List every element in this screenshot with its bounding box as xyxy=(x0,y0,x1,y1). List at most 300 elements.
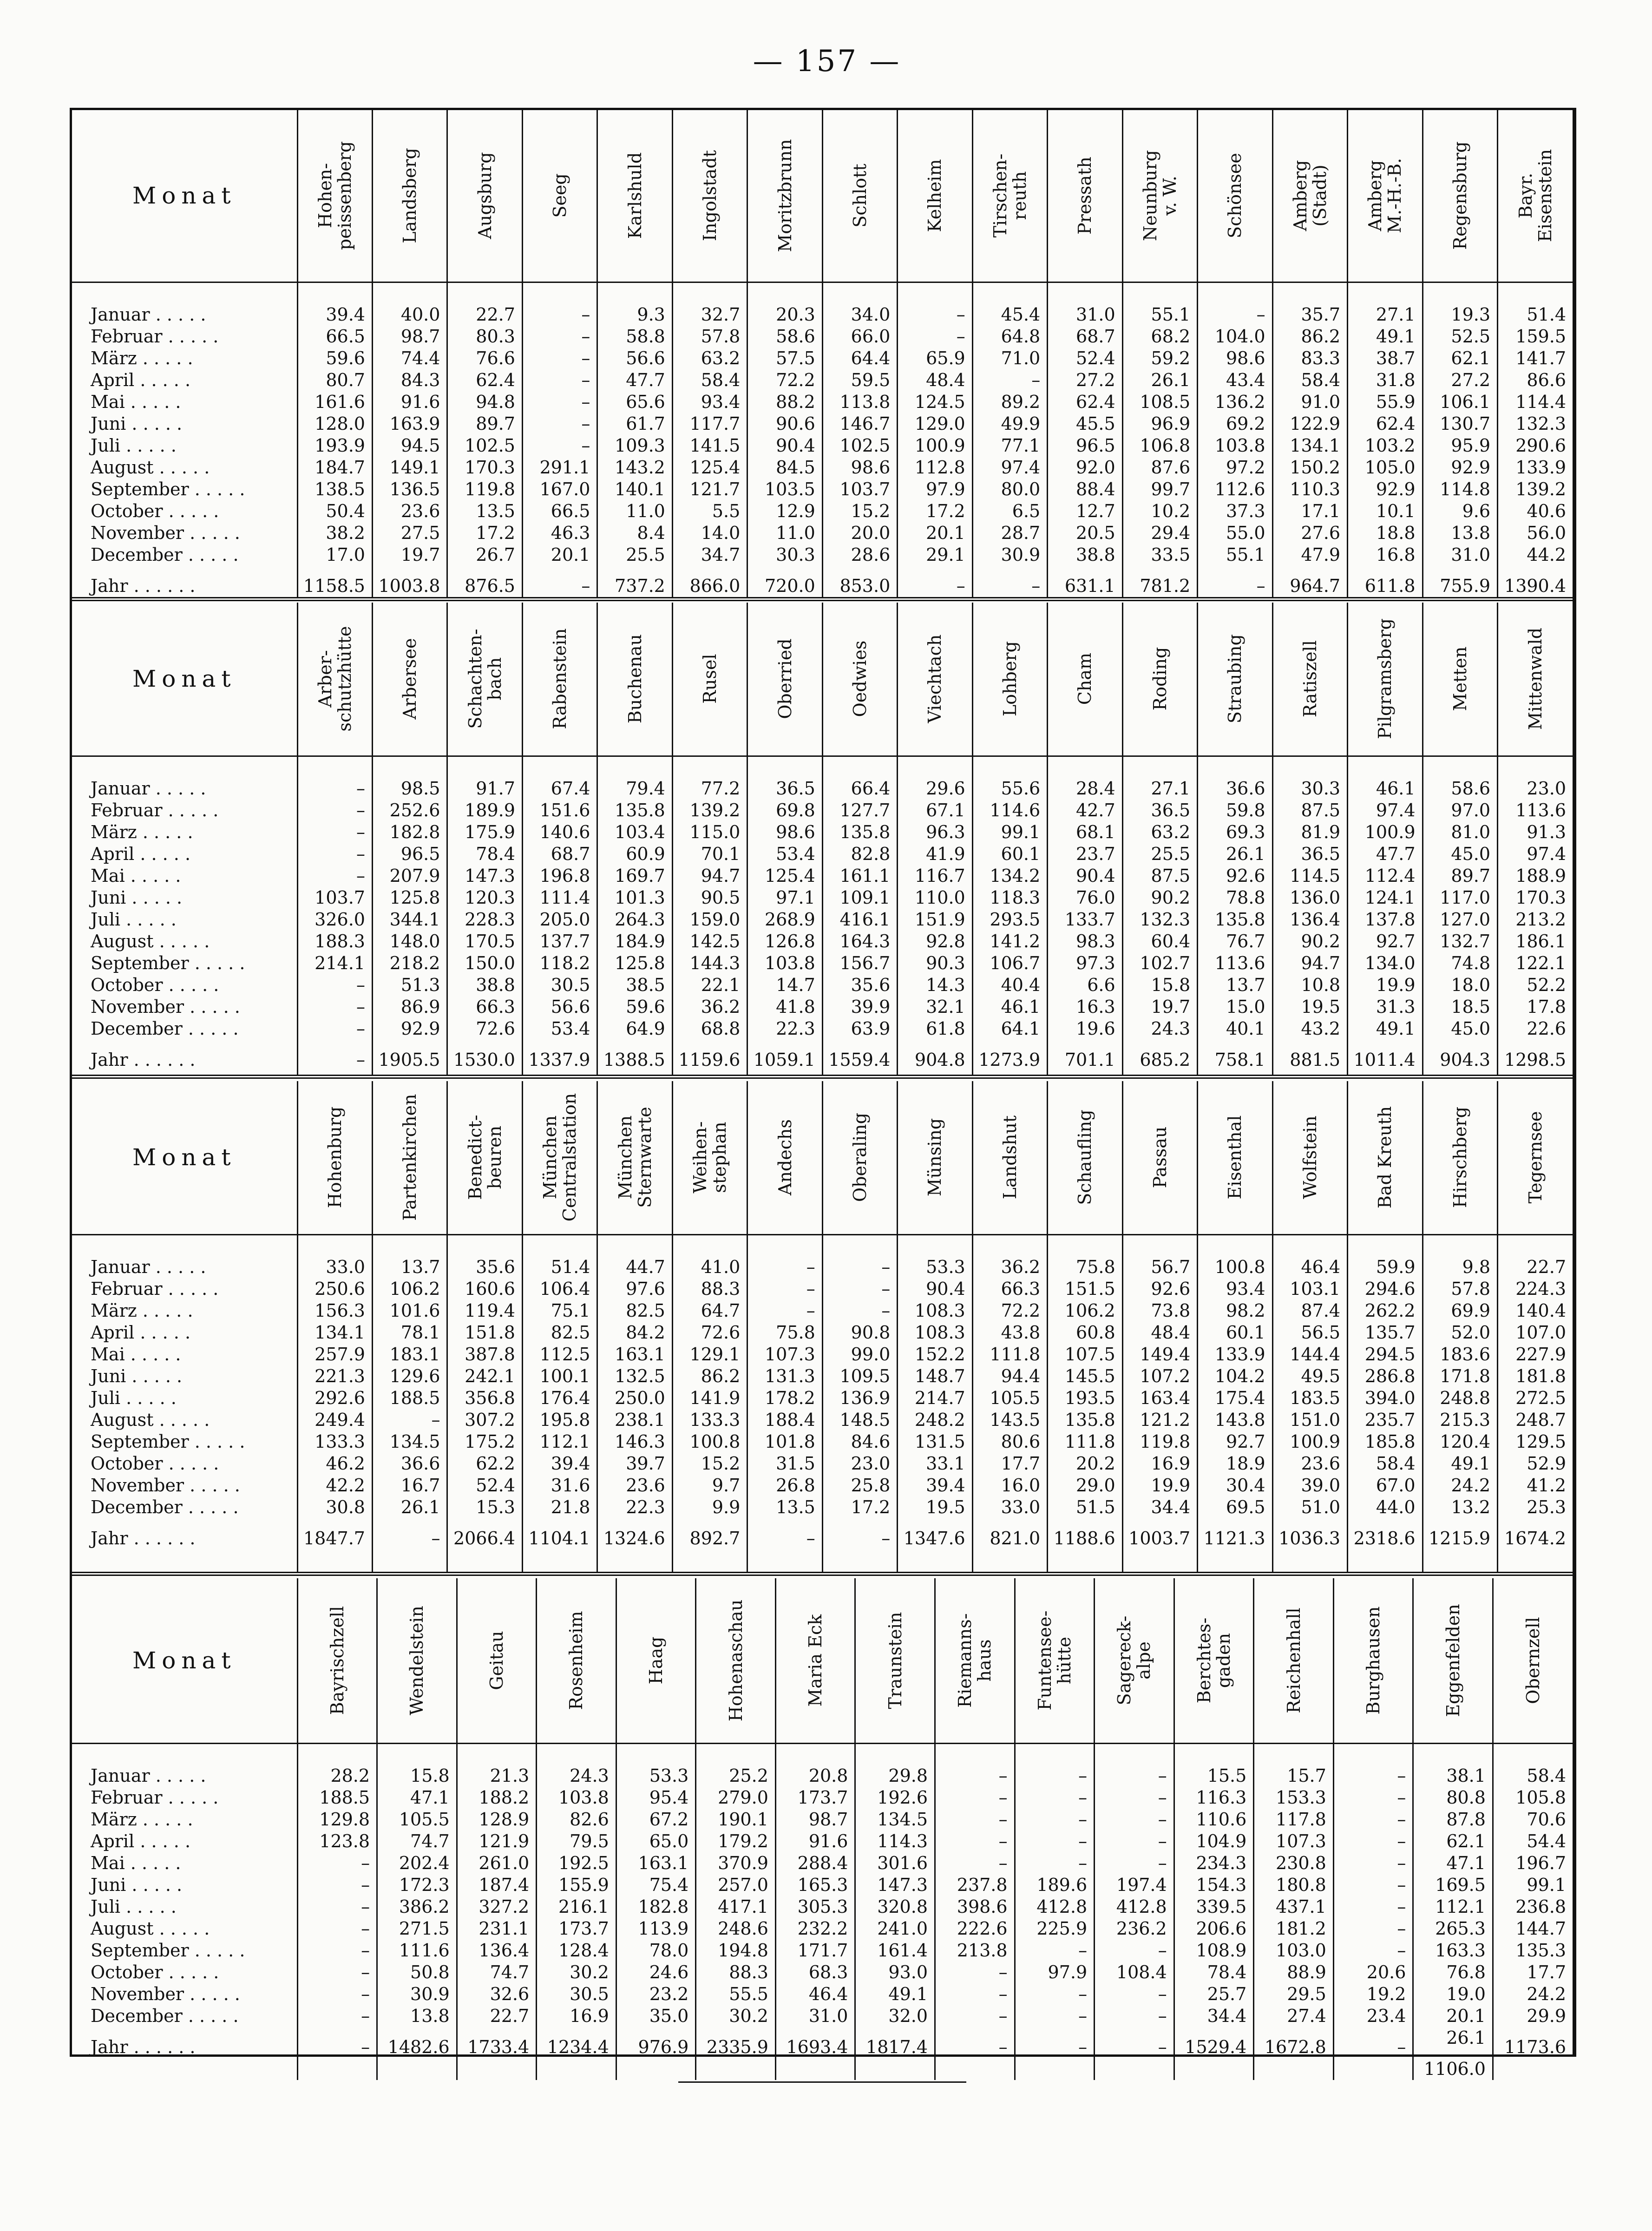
monthly-value: – xyxy=(1031,369,1041,390)
monthly-value: 108.9 xyxy=(1196,1940,1247,1961)
monthly-value: 99.7 xyxy=(1151,479,1191,499)
monthly-value: 184.7 xyxy=(315,457,365,478)
year-total: 2066.4 xyxy=(453,1528,515,1549)
station-name: Neunburg v. W. xyxy=(1140,150,1180,242)
monthly-value: 62.2 xyxy=(476,1453,515,1474)
monthly-value: – xyxy=(1397,1787,1406,1808)
monthly-value: 121.9 xyxy=(479,1831,530,1851)
station-values xyxy=(297,1234,372,1574)
monthly-value: 175.2 xyxy=(465,1431,515,1452)
monthly-value: 132.3 xyxy=(1140,909,1191,930)
monthly-value: – xyxy=(956,304,965,325)
monthly-value: 91.0 xyxy=(1301,391,1341,412)
monthly-value: 22.7 xyxy=(476,304,515,325)
monthly-value: – xyxy=(581,435,590,456)
monthly-value: 83.3 xyxy=(1301,348,1341,368)
monthly-value: 116.7 xyxy=(914,865,965,886)
monthly-value: 76.6 xyxy=(476,348,515,368)
station-name: Karlshuld xyxy=(624,152,645,239)
year-total: 853.0 xyxy=(839,575,891,596)
monthly-value: – xyxy=(1397,1831,1406,1851)
monthly-value: 16.9 xyxy=(1151,1453,1191,1474)
year-label: Jahr . . . . . . xyxy=(91,2036,196,2057)
monthly-value: 20.1 xyxy=(551,544,590,565)
monthly-value: 80.0 xyxy=(1001,479,1041,499)
monthly-value: 97.9 xyxy=(1048,1962,1088,1982)
monthly-value: 38.8 xyxy=(476,974,515,995)
monthly-value: 84.5 xyxy=(776,457,815,478)
station-name: Benedict- beuren xyxy=(465,1115,505,1200)
monthly-value: 103.8 xyxy=(764,952,815,973)
monthly-value: 98.6 xyxy=(1226,348,1265,368)
monthly-value: 129.0 xyxy=(914,413,965,434)
year-total: 904.8 xyxy=(914,1049,965,1070)
monthly-value: 186.1 xyxy=(1515,931,1566,951)
monthly-value: 180.8 xyxy=(1276,1874,1326,1895)
station-header xyxy=(972,1081,1047,1234)
station-values xyxy=(935,1743,1015,2080)
monthly-value: 74.4 xyxy=(400,348,440,368)
station-name: Schlott xyxy=(850,164,871,228)
station-header xyxy=(1493,1578,1573,1743)
monthly-value: 96.5 xyxy=(400,843,440,864)
station-header xyxy=(1272,1081,1347,1234)
monthly-value: 62.4 xyxy=(1076,391,1115,412)
monthly-value: 27.4 xyxy=(1287,2005,1326,2026)
monthly-value: 58.8 xyxy=(626,326,665,347)
monthly-value: 183.6 xyxy=(1440,1344,1490,1365)
monthly-value: 185.8 xyxy=(1364,1431,1416,1452)
monthly-value: – xyxy=(1397,1809,1406,1830)
monthly-value: – xyxy=(1397,1874,1406,1895)
station-values xyxy=(522,756,597,1076)
station-values xyxy=(1198,756,1272,1076)
monthly-value: 34.4 xyxy=(1151,1496,1191,1517)
monthly-value: 8.4 xyxy=(637,522,665,543)
year-total: 1158.5 xyxy=(303,575,365,596)
data-row xyxy=(72,1234,1573,1574)
monthly-value: 93.4 xyxy=(701,391,741,412)
monthly-value: 67.2 xyxy=(649,1809,689,1830)
monthly-value: 44.0 xyxy=(1376,1496,1416,1517)
monthly-value: 24.6 xyxy=(649,1962,689,1982)
monthly-value: 184.9 xyxy=(615,931,665,951)
monthly-value: 57.8 xyxy=(701,326,741,347)
station-values xyxy=(1423,1234,1497,1574)
monthly-value: 119.8 xyxy=(1140,1431,1191,1452)
station-name: Oedwies xyxy=(850,640,871,717)
monthly-value: 39.9 xyxy=(851,996,891,1017)
monthly-value: 147.3 xyxy=(877,1874,928,1895)
monthly-value: 84.6 xyxy=(851,1431,891,1452)
monthly-value: 68.2 xyxy=(1151,326,1191,347)
year-total: 631.1 xyxy=(1064,575,1115,596)
monthly-value: 25.5 xyxy=(1151,843,1191,864)
monthly-value: 234.3 xyxy=(1196,1852,1247,1873)
station-header xyxy=(1254,1578,1334,1743)
monthly-value: 216.1 xyxy=(558,1896,609,1917)
year-total: 1530.0 xyxy=(453,1049,515,1070)
station-name: Obernzell xyxy=(1522,1617,1543,1704)
station-header xyxy=(1333,1578,1413,1743)
station-name: Weihen- stephan xyxy=(690,1121,730,1194)
station-values xyxy=(597,282,672,599)
station-values xyxy=(457,1743,537,2080)
monthly-value: 13.7 xyxy=(400,1256,440,1277)
monthly-value: 66.5 xyxy=(326,326,365,347)
monthly-value: 108.5 xyxy=(1140,391,1191,412)
station-header xyxy=(1048,110,1122,282)
monthly-value: 17.1 xyxy=(1301,500,1341,521)
monthly-value: 42.2 xyxy=(326,1475,365,1496)
month-label: November . . . . . xyxy=(91,1983,240,2004)
monthly-value: 25.7 xyxy=(1207,1983,1247,2004)
monthly-value: – xyxy=(361,1852,370,1873)
monthly-value: 257.0 xyxy=(718,1874,768,1895)
month-label: November . . . . . xyxy=(91,1475,240,1496)
year-total: 755.9 xyxy=(1440,575,1490,596)
monthly-value: 127.0 xyxy=(1440,909,1490,930)
station-values xyxy=(855,1743,935,2080)
monthly-value: 13.5 xyxy=(776,1496,815,1517)
monthly-value: 26.8 xyxy=(776,1475,815,1496)
monthly-value: 32.0 xyxy=(888,2005,928,2026)
monthly-value: 90.4 xyxy=(926,1278,965,1299)
month-label: December . . . . . xyxy=(91,544,239,565)
monthly-value: 107.3 xyxy=(1276,1831,1326,1851)
station-values xyxy=(1423,282,1497,599)
monthly-value: 43.2 xyxy=(1301,1018,1341,1039)
year-total: – xyxy=(1078,2036,1088,2057)
month-label: April . . . . . xyxy=(91,369,191,390)
monthly-value: – xyxy=(1078,1852,1088,1873)
station-header xyxy=(935,1578,1015,1743)
monthly-value: 163.3 xyxy=(1435,1940,1486,1961)
monthly-value: 93.4 xyxy=(1226,1278,1265,1299)
monthly-value: 28.6 xyxy=(851,544,891,565)
footer-rule xyxy=(678,2081,966,2083)
monthly-value: 57.8 xyxy=(1451,1278,1490,1299)
monthly-value: 213.2 xyxy=(1515,909,1566,930)
monthly-value: 30.9 xyxy=(1001,544,1041,565)
monthly-value: 32.7 xyxy=(701,304,741,325)
monthly-value: 31.8 xyxy=(1376,369,1416,390)
month-labels xyxy=(72,1743,297,2080)
monthly-value: 24.3 xyxy=(570,1765,609,1786)
monthly-value: 141.2 xyxy=(990,931,1041,951)
monthly-value: 14.3 xyxy=(926,974,965,995)
monthly-value: 135.8 xyxy=(1214,909,1265,930)
monthly-value: 78.4 xyxy=(1207,1962,1247,1982)
month-label: October . . . . . xyxy=(91,1453,219,1474)
year-total: 1173.6 xyxy=(1504,2036,1566,2057)
monthly-value: 61.7 xyxy=(626,413,665,434)
station-header xyxy=(537,1578,616,1743)
station-name: Rosenheim xyxy=(566,1611,587,1710)
monthly-value: 60.9 xyxy=(626,843,665,864)
monthly-value: 29.9 xyxy=(1527,2005,1566,2026)
table-block-3 xyxy=(72,1081,1573,1576)
station-header xyxy=(1048,1081,1122,1234)
station-values xyxy=(372,756,447,1076)
monthly-value: 19.3 xyxy=(1451,304,1490,325)
monthly-value: 88.3 xyxy=(729,1962,768,1982)
station-values xyxy=(372,1234,447,1574)
year-total: – xyxy=(998,2036,1008,2057)
monthly-value: 9.8 xyxy=(1462,1256,1490,1277)
monthly-value: 100.9 xyxy=(1290,1431,1341,1452)
month-label: October . . . . . xyxy=(91,500,219,521)
monthly-value: 17.0 xyxy=(326,544,365,565)
monthly-value: 45.0 xyxy=(1451,843,1490,864)
monthly-value: 143.8 xyxy=(1214,1409,1265,1430)
monthly-value: 109.5 xyxy=(839,1365,891,1386)
monthly-value: 182.8 xyxy=(638,1896,689,1917)
monthly-value: 23.4 xyxy=(1366,2005,1406,2026)
monthly-value: 252.6 xyxy=(389,800,440,820)
year-total: 1273.9 xyxy=(978,1049,1041,1070)
monthly-value: 257.9 xyxy=(315,1344,365,1365)
monthly-value: 52.0 xyxy=(1451,1322,1490,1343)
monthly-value: 60.1 xyxy=(1001,843,1041,864)
monthly-value: 146.7 xyxy=(839,413,891,434)
monthly-value: 136.4 xyxy=(1290,909,1341,930)
station-header xyxy=(1122,110,1197,282)
monthly-value: 92.9 xyxy=(1376,479,1416,499)
monthly-value: 110.0 xyxy=(914,887,965,908)
monthly-value: 97.0 xyxy=(1451,800,1490,820)
station-name: Seeg xyxy=(550,173,570,218)
monthly-value: 90.3 xyxy=(926,952,965,973)
year-total: 2318.6 xyxy=(1353,1528,1416,1549)
month-label: Mai . . . . . xyxy=(91,1344,181,1365)
monthly-value: 134.1 xyxy=(1290,435,1341,456)
monthly-value: 172.3 xyxy=(399,1874,450,1895)
station-header xyxy=(1348,603,1423,756)
monthly-value: 111.8 xyxy=(990,1344,1041,1365)
monthly-value: 41.2 xyxy=(1527,1475,1566,1496)
station-values xyxy=(747,282,822,599)
monthly-value: 106.8 xyxy=(1140,435,1191,456)
station-values xyxy=(522,282,597,599)
year-total: 1003.8 xyxy=(378,575,440,596)
monthly-value: – xyxy=(1158,1983,1167,2004)
monthly-value: – xyxy=(1158,1765,1167,1786)
monthly-value: 394.0 xyxy=(1364,1387,1416,1408)
monthly-value: 28.7 xyxy=(1001,522,1041,543)
monthly-value: 135.8 xyxy=(1064,1409,1115,1430)
monthly-value: 307.2 xyxy=(465,1409,515,1430)
station-header xyxy=(972,110,1047,282)
station-name: Pilgramsberg xyxy=(1375,618,1396,740)
monthly-value: 176.4 xyxy=(539,1387,590,1408)
station-header xyxy=(972,603,1047,756)
monthly-value: 63.2 xyxy=(1151,821,1191,842)
monthly-value: – xyxy=(356,778,365,799)
station-values xyxy=(1348,1234,1423,1574)
monthly-value: 65.9 xyxy=(926,348,965,368)
monthly-value: 117.0 xyxy=(1440,887,1490,908)
monthly-value: 72.2 xyxy=(776,369,815,390)
station-name: Cham xyxy=(1075,653,1095,705)
monthly-value: 112.6 xyxy=(1214,479,1265,499)
monthly-value: 13.2 xyxy=(1451,1496,1490,1517)
station-name: Lohberg xyxy=(999,641,1020,717)
month-column-header: Monat xyxy=(72,110,297,282)
month-label: October . . . . . xyxy=(91,974,219,995)
month-labels xyxy=(72,756,297,1076)
monthly-value: 171.8 xyxy=(1440,1365,1490,1386)
monthly-value: 160.6 xyxy=(465,1278,515,1299)
month-label: März . . . . . xyxy=(91,1300,193,1321)
station-header xyxy=(855,1578,935,1743)
monthly-value: 132.5 xyxy=(615,1365,665,1386)
monthly-value: 108.3 xyxy=(914,1300,965,1321)
monthly-value: 55.5 xyxy=(729,1983,768,2004)
monthly-value: 96.3 xyxy=(926,821,965,842)
monthly-value: 49.1 xyxy=(1376,326,1416,347)
monthly-value: 50.8 xyxy=(410,1962,450,1982)
monthly-value: 133.9 xyxy=(1515,457,1566,478)
monthly-value: 294.5 xyxy=(1364,1344,1416,1365)
monthly-value: 32.6 xyxy=(490,1983,530,2004)
monthly-value: 155.9 xyxy=(558,1874,609,1895)
monthly-value: 101.8 xyxy=(764,1431,815,1452)
monthly-value: 134.5 xyxy=(877,1809,928,1830)
monthly-value: 128.9 xyxy=(479,1809,530,1830)
month-labels xyxy=(72,1234,297,1574)
monthly-value: 81.9 xyxy=(1301,821,1341,842)
monthly-value: 230.8 xyxy=(1276,1852,1326,1873)
monthly-value: 17.8 xyxy=(1527,996,1566,1017)
monthly-value: 417.1 xyxy=(718,1896,768,1917)
station-name: Passau xyxy=(1149,1126,1170,1188)
station-values xyxy=(297,756,372,1076)
monthly-value: 64.9 xyxy=(626,1018,665,1039)
monthly-value: 326.0 xyxy=(315,909,365,930)
monthly-value: 68.7 xyxy=(551,843,590,864)
monthly-value: 135.8 xyxy=(839,821,891,842)
monthly-value: 58.4 xyxy=(1527,1765,1566,1786)
table-block-4 xyxy=(72,1578,1573,2080)
monthly-value: 147.3 xyxy=(465,865,515,886)
monthly-value: 23.0 xyxy=(1527,778,1566,799)
monthly-value: 34.7 xyxy=(701,544,741,565)
monthly-value: 22.6 xyxy=(1527,1018,1566,1039)
monthly-value: 92.0 xyxy=(1076,457,1115,478)
station-header xyxy=(1423,110,1497,282)
monthly-value: 27.6 xyxy=(1301,522,1341,543)
monthly-value: 92.8 xyxy=(926,931,965,951)
monthly-value: 17.2 xyxy=(926,500,965,521)
monthly-value: 122.9 xyxy=(1290,413,1341,434)
monthly-value: 31.6 xyxy=(551,1475,590,1496)
monthly-value: 19.5 xyxy=(1301,996,1341,1017)
monthly-value: – xyxy=(1256,304,1265,325)
monthly-value: 95.4 xyxy=(649,1787,689,1808)
monthly-value: 53.3 xyxy=(926,1256,965,1277)
monthly-value: 91.7 xyxy=(476,778,515,799)
monthly-value: 136.5 xyxy=(389,479,440,499)
monthly-value: 23.6 xyxy=(626,1475,665,1496)
monthly-value: 25.5 xyxy=(626,544,665,565)
monthly-value: 19.0 xyxy=(1446,1983,1486,2004)
monthly-value: 33.5 xyxy=(1151,544,1191,565)
monthly-value: 46.1 xyxy=(1376,778,1416,799)
monthly-value: 134.5 xyxy=(389,1431,440,1452)
year-total: 1011.4 xyxy=(1353,1049,1416,1070)
monthly-value: 27.2 xyxy=(1451,369,1490,390)
monthly-value: 13.8 xyxy=(1451,522,1490,543)
year-total: 876.5 xyxy=(465,575,515,596)
monthly-value: 163.1 xyxy=(638,1852,689,1873)
monthly-value: 116.3 xyxy=(1196,1787,1247,1808)
monthly-value: 182.8 xyxy=(389,821,440,842)
monthly-value: – xyxy=(361,1983,370,2004)
monthly-value: 43.4 xyxy=(1226,369,1265,390)
station-values xyxy=(672,1234,747,1574)
monthly-value: 248.2 xyxy=(914,1409,965,1430)
station-header xyxy=(522,603,597,756)
monthly-value: 237.8 xyxy=(957,1874,1008,1895)
monthly-value: 105.5 xyxy=(990,1387,1041,1408)
monthly-value: 100.9 xyxy=(1364,821,1416,842)
monthly-value: 288.4 xyxy=(797,1852,848,1873)
station-name: Oberried xyxy=(774,638,795,719)
monthly-value: 35.7 xyxy=(1301,304,1341,325)
monthly-value: 134.0 xyxy=(1364,952,1416,973)
monthly-value: 101.3 xyxy=(615,887,665,908)
station-header xyxy=(1198,1081,1272,1234)
monthly-value: 264.3 xyxy=(615,909,665,930)
monthly-value: 11.0 xyxy=(776,522,815,543)
monthly-value: 250.6 xyxy=(315,1278,365,1299)
monthly-value: 218.2 xyxy=(389,952,440,973)
monthly-value: 148.7 xyxy=(914,1365,965,1386)
station-header xyxy=(447,1081,522,1234)
extra-value: 26.1 xyxy=(1446,2027,1486,2048)
month-label: December . . . . . xyxy=(91,1018,239,1039)
monthly-value: 195.8 xyxy=(539,1409,590,1430)
monthly-value: 20.8 xyxy=(808,1765,848,1786)
monthly-value: 52.9 xyxy=(1527,1453,1566,1474)
station-name: Funtensee- hütte xyxy=(1034,1610,1075,1711)
monthly-value: 58.4 xyxy=(1376,1453,1416,1474)
monthly-value: 25.3 xyxy=(1527,1496,1566,1517)
monthly-value: 69.2 xyxy=(1226,413,1265,434)
monthly-value: 136.4 xyxy=(479,1940,530,1961)
station-name: Berchtes- gaden xyxy=(1193,1617,1234,1703)
monthly-value: 64.4 xyxy=(851,348,891,368)
monthly-value: 183.1 xyxy=(389,1344,440,1365)
station-name: Ingolstadt xyxy=(700,150,721,242)
monthly-value: 105.0 xyxy=(1364,457,1416,478)
monthly-value: 103.1 xyxy=(1290,1278,1341,1299)
monthly-value: 196.8 xyxy=(539,865,590,886)
station-values xyxy=(1493,1743,1573,2080)
monthly-value: 97.9 xyxy=(926,479,965,499)
monthly-value: 68.8 xyxy=(701,1018,741,1039)
monthly-value: 42.7 xyxy=(1076,800,1115,820)
monthly-value: 87.5 xyxy=(1301,800,1341,820)
monthly-value: 33.0 xyxy=(1001,1496,1041,1517)
monthly-value: 41.0 xyxy=(701,1256,741,1277)
monthly-value: 92.6 xyxy=(1151,1278,1191,1299)
station-name: Viechtach xyxy=(924,634,945,723)
monthly-value: 137.7 xyxy=(539,931,590,951)
monthly-value: 103.8 xyxy=(1214,435,1265,456)
year-total: – xyxy=(956,575,965,596)
